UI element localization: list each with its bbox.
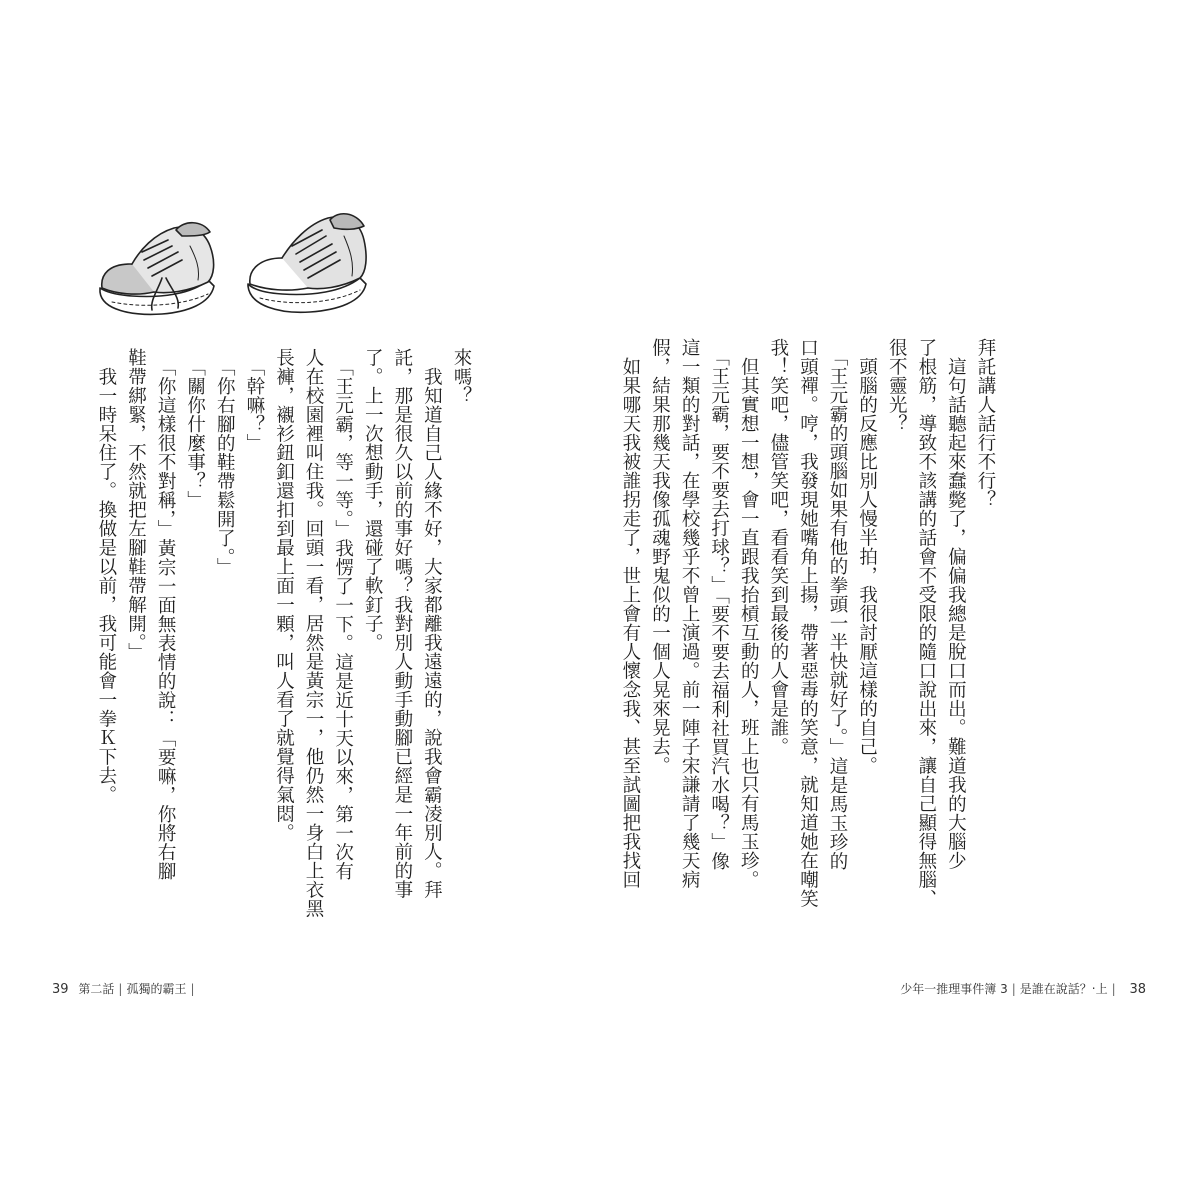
text-line: 頭腦的反應比別人慢半拍，我很討厭這樣的自己。 [856,338,878,775]
text-line: 「關你什麼事？」 [184,348,206,510]
text-line: 假，結果那幾天我像孤魂野鬼似的一個人晃來晃去。 [649,338,671,775]
text-line: 長褲，襯衫鈕釦還扣到最上面一顆，叫人看了就覺得氣悶。 [273,348,295,842]
text-line: 這句話聽起來蠢斃了，偏偏我總是脫口而出。難道我的大腦少 [945,338,967,870]
text-line: 了。上一次想動手，還碰了軟釘子。 [362,348,384,652]
text-line: 「幹嘛？」 [243,348,265,453]
separator: | [118,982,123,996]
page-39-footer [46,980,199,997]
separator: | [1111,982,1116,996]
text-line: 「你右腳的鞋帶鬆開了。」 [214,348,236,577]
running-header-title: 是誰在說話？‧上 [1019,982,1108,996]
text-line: 「王元霸，要不要去打球？」「要不要去福利社買汽水喝？」像 [708,338,730,871]
text-line: 如果哪天我被誰拐走了，世上會有人懷念我、甚至試圖把我找回 [619,338,641,889]
text-line: 口頭禪。哼，我發現她嘴角上揚，帶著惡毒的笑意，就知道她在嘲笑 [797,338,819,908]
text-line: 我！笑吧，儘管笑吧，看看笑到最後的人會是誰。 [767,338,789,756]
page-38-footer [900,980,1152,997]
sneakers-illustration [92,206,362,326]
text-line: 鞋帶綁緊，不然就把左腳鞋帶解開。」 [125,348,147,662]
running-header-title: 孤獨的霸王 [126,982,187,996]
page-38-body-text [619,338,1000,908]
left-sneaker-icon [92,206,222,324]
right-sneaker-icon [242,206,372,324]
separator: | [1011,982,1016,996]
text-line: 「你這樣很不對稱，」黃宗一面無表情的說：「要嘛，你將右腳 [155,348,177,881]
page-number: 38 [1129,982,1146,997]
text-line: 但其實想一想，會一直跟我抬槓互動的人，班上也只有馬玉珍。 [738,338,760,889]
text-line: 「王元霸，等一等。」我愣了一下。這是近十天以來，第一次有 [332,348,354,881]
text-line: 人在校園裡叫住我。回頭一看，居然是黃宗一，他仍然一身白上衣黑 [303,348,325,918]
text-line: 這一類的對話，在學校幾乎不曾上演過。前一陣子宋謙請了幾天病 [679,338,701,889]
text-line: 了根筋，導致不該講的話會不受限的隨口說出來，讓自己顯得無腦、 [915,338,937,908]
text-line: 「王元霸的頭腦如果有他的拳頭一半快就好了。」這是馬玉珍的 [827,338,849,871]
page-number: 39 [52,982,69,997]
text-line: 我一時呆住了。換做是以前，我可能會一拳Ｋ下去。 [95,348,117,804]
separator: | [190,982,195,996]
text-line: 我知道自己人緣不好，大家都離我遠遠的，說我會霸凌別人。拜 [421,348,443,899]
page-39-body-text [76,348,476,918]
text-line: 拜託講人話行不行？ [975,338,996,509]
running-header-book: 少年一推理事件簿 3 [900,982,1008,996]
running-header-chapter: 第二話 [78,982,115,996]
text-line: 來嗎？ [451,348,472,405]
text-line: 託，那是很久以前的事好嗎？我對別人動手動腳已經是一年前的事 [391,348,413,899]
text-line: 很不靈光？ [886,338,908,433]
